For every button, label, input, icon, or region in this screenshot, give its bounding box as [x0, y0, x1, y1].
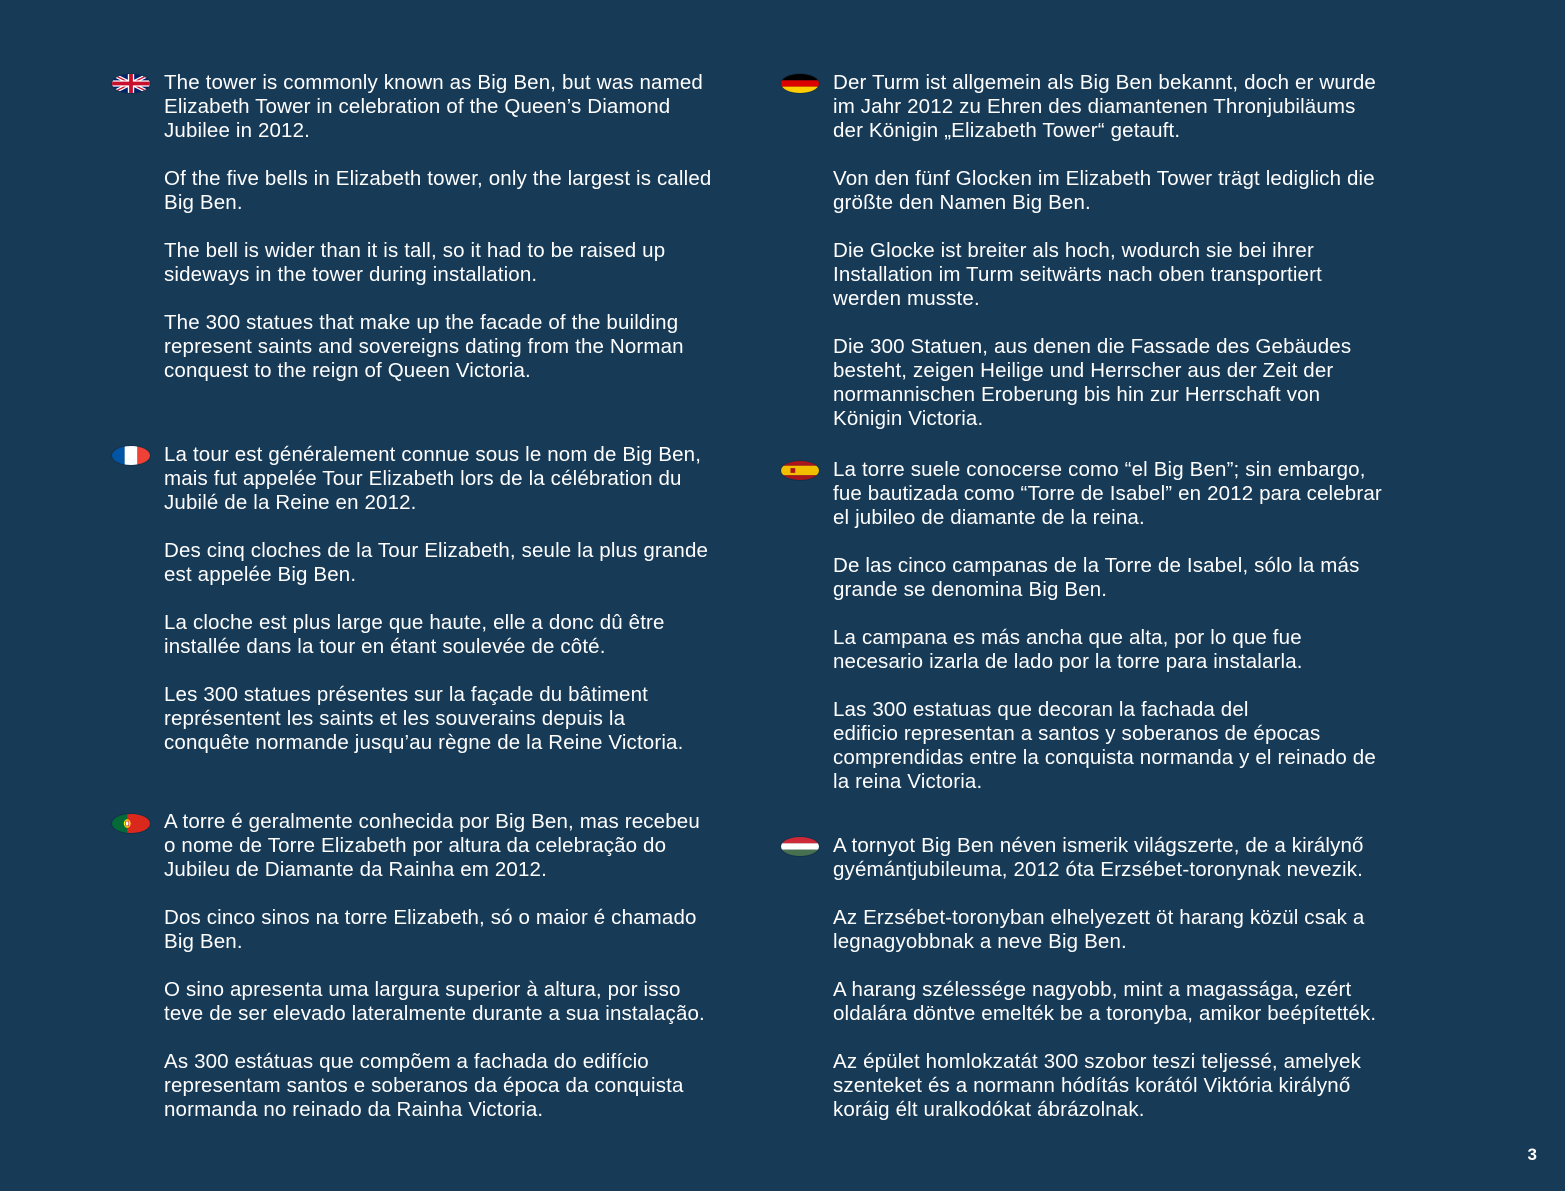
text-spanish	[833, 458, 1433, 794]
paragraph: De las cinco campanas de la Torre de Isabel, sólo la más grande se denomina Big Ben.	[833, 554, 1360, 601]
paragraph: Les 300 statues présentes sur la façade du bâtiment représentent les saints et les souverains depuis la conquête normande jusqu’au règne de la Reine Victoria.	[164, 683, 684, 754]
paragraph: La campana es más ancha que alta, por lo que fue necesario izarla de lado por la torre para instalarla.	[833, 626, 1303, 673]
page-number: 3	[1527, 1145, 1537, 1164]
paragraph: Des cinq cloches de la Tour Elizabeth, seule la plus grande est appelée Big Ben.	[164, 539, 709, 586]
paragraph: La tour est généralement connue sous le nom de Big Ben, mais fut appelée Tour Elizabeth lors de la célébration du Jubilé de la Reine en 2012.	[164, 443, 702, 514]
paragraph: O sino apresenta uma largura superior à altura, por isso teve de ser elevado lateralmente durante a sua instalação.	[164, 978, 705, 1025]
paragraph: Dos cinco sinos na torre Elizabeth, só o maior é chamado Big Ben.	[164, 906, 697, 953]
paragraph: Of the five bells in Elizabeth tower, only the largest is called Big Ben.	[164, 167, 712, 214]
uk-flag-icon	[112, 74, 150, 93]
portugal-flag-icon	[112, 814, 150, 833]
hungary-flag-icon	[781, 837, 819, 856]
paragraph: La torre suele conocerse como “el Big Ben”; sin embargo, fue bautizada como “Torre de Isabel” en 2012 para celebrar el jubileo de diamante de la reina.	[833, 458, 1382, 529]
spain-flag-icon	[781, 461, 819, 480]
paragraph: Von den fünf Glocken im Elizabeth Tower trägt lediglich die größte den Namen Big Ben.	[833, 167, 1375, 214]
paragraph: A torre é geralmente conhecida por Big Ben, mas recebeu o nome de Torre Elizabeth por altura da celebração do Jubileu de Diamante da Rainha em 2012.	[164, 810, 700, 881]
text-hungarian	[833, 834, 1433, 1122]
paragraph: The 300 statues that make up the facade of the building represent saints and sovereigns dating from the Norman conquest to the reign of Queen Victoria.	[164, 311, 684, 382]
paragraph: Las 300 estatuas que decoran la fachada del edificio representan a santos y soberanos de épocas comprendidas entre la conquista normanda y el reinado de la reina Victoria.	[833, 698, 1376, 793]
paragraph: The tower is commonly known as Big Ben, but was named Elizabeth Tower in celebration of the Queen’s Diamond Jubilee in 2012.	[164, 71, 703, 142]
paragraph: As 300 estátuas que compõem a fachada do edifício representam santos e soberanos da época da conquista normanda no reinado da Rainha Victoria.	[164, 1050, 684, 1121]
paragraph: La cloche est plus large que haute, elle a donc dû être installée dans la tour en étant soulevée de côté.	[164, 611, 665, 658]
text-english	[164, 71, 754, 383]
france-flag-icon	[112, 446, 150, 465]
paragraph: The bell is wider than it is tall, so it had to be raised up sideways in the tower during installation.	[164, 239, 666, 286]
paragraph: Az épület homlokzatát 300 szobor teszi teljessé, amelyek szenteket és a normann hódítás korától Viktória királynő koráig élt uralkodókat ábrázolnak.	[833, 1050, 1361, 1121]
paragraph: Der Turm ist allgemein als Big Ben bekannt, doch er wurde im Jahr 2012 zu Ehren des diamantenen Thronjubiläums der Königin „Elizabeth Tower“ getauft.	[833, 71, 1376, 142]
text-portuguese	[164, 810, 754, 1122]
germany-flag-icon	[781, 74, 819, 93]
paragraph: Die Glocke ist breiter als hoch, wodurch sie bei ihrer Installation im Turm seitwärts nach oben transportiert werden musste.	[833, 239, 1322, 310]
text-french	[164, 443, 754, 755]
text-german	[833, 71, 1433, 431]
paragraph: Die 300 Statuen, aus denen die Fassade des Gebäudes besteht, zeigen Heilige und Herrscher aus der Zeit der normannischen Eroberung bis hin zur Herrschaft von Königin Victoria.	[833, 335, 1352, 430]
paragraph: A tornyot Big Ben néven ismerik világszerte, de a királynő gyémántjubileuma, 2012 óta Erzsébet-toronynak nevezik.	[833, 834, 1364, 881]
paragraph: Az Erzsébet-toronyban elhelyezett öt harang közül csak a legnagyobbnak a neve Big Ben.	[833, 906, 1365, 953]
paragraph: A harang szélessége nagyobb, mint a magassága, ezért oldalára döntve emelték be a toronyba, amikor beépítették.	[833, 978, 1377, 1025]
